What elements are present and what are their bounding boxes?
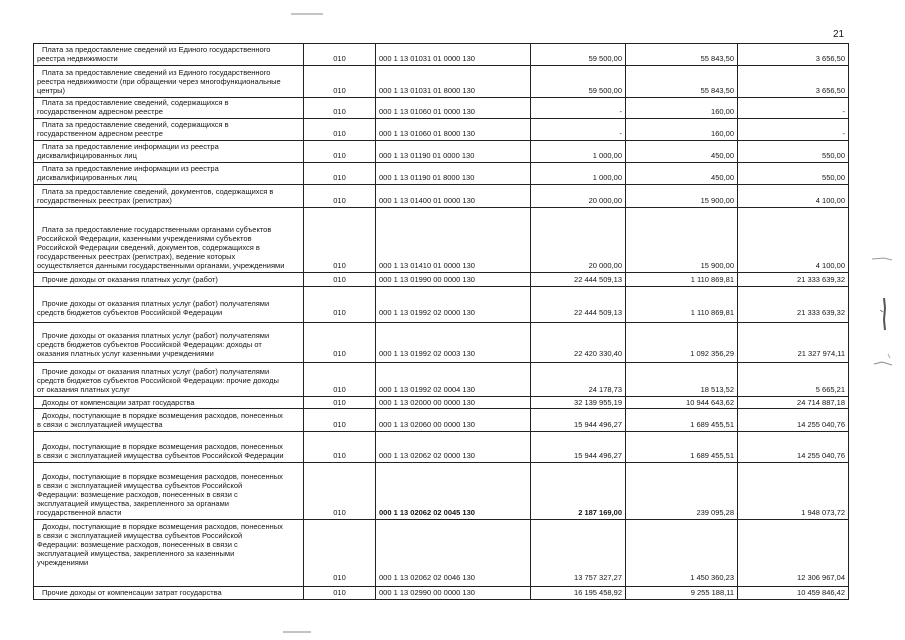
row-income-code: 000 1 13 02000 00 0000 130 — [376, 397, 531, 409]
row-executed-amount: 18 513,52 — [626, 363, 738, 397]
scan-artifact-top-line — [290, 12, 324, 16]
row-description: Прочие доходы от компенсации затрат государства — [34, 587, 304, 600]
row-unexecuted-amount: 21 333 639,32 — [738, 287, 849, 323]
row-income-code: 000 1 13 01400 01 0000 130 — [376, 185, 531, 208]
table-row — [34, 432, 849, 463]
table-row — [34, 397, 849, 409]
row-description: Плата за предоставление информации из реестра дисквалифицированных лиц — [34, 141, 304, 163]
row-line-code: 010 — [304, 409, 376, 432]
row-description: Плата за предоставление сведений, содержащихся в государственном адресном реестре — [34, 119, 304, 141]
table-row — [34, 409, 849, 432]
row-line-code: 010 — [304, 397, 376, 409]
table-row — [34, 185, 849, 208]
row-approved-amount: 20 000,00 — [531, 185, 626, 208]
table-row — [34, 520, 849, 587]
table-row — [34, 141, 849, 163]
row-executed-amount: 1 450 360,23 — [626, 520, 738, 587]
row-approved-amount: 59 500,00 — [531, 66, 626, 98]
row-description: Доходы, поступающие в порядке возмещения расходов, понесенных в связи с эксплуатацией имущества — [34, 409, 304, 432]
row-line-code: 010 — [304, 66, 376, 98]
row-description: Плата за предоставление государственными органами субъектов Российской Федерации, казенными учреждениями субъектов Российской Федерации сведений, документов, содержащихся в государственных реестрах (регистрах), ведение которых осуществляется данными государственными органами, учреждениями — [34, 208, 304, 273]
row-line-code: 010 — [304, 463, 376, 520]
row-unexecuted-amount: 14 255 040,76 — [738, 409, 849, 432]
row-line-code: 010 — [304, 520, 376, 587]
row-line-code: 010 — [304, 98, 376, 119]
row-description: Прочие доходы от оказания платных услуг (работ) получателями средств бюджетов субъектов Российской Федерации: доходы от оказания платных услуг казенными учреждениями — [34, 323, 304, 363]
row-description: Доходы, поступающие в порядке возмещения расходов, понесенных в связи с эксплуатацией имущества субъектов Российской Федерации: возмещение расходов, понесенных в связи с эксплуатацией имущества, закрепленного за органами государственной власти — [34, 463, 304, 520]
row-unexecuted-amount: 4 100,00 — [738, 208, 849, 273]
row-approved-amount: 15 944 496,27 — [531, 432, 626, 463]
row-income-code: 000 1 13 01190 01 0000 130 — [376, 141, 531, 163]
row-approved-amount: 24 178,73 — [531, 363, 626, 397]
row-unexecuted-amount: 3 656,50 — [738, 66, 849, 98]
row-income-code: 000 1 13 01190 01 8000 130 — [376, 163, 531, 185]
row-line-code: 010 — [304, 141, 376, 163]
row-income-code: 000 1 13 01992 02 0000 130 — [376, 287, 531, 323]
row-income-code: 000 1 13 02990 00 0000 130 — [376, 587, 531, 600]
row-unexecuted-amount: 4 100,00 — [738, 185, 849, 208]
row-executed-amount: 450,00 — [626, 141, 738, 163]
row-executed-amount: 239 095,28 — [626, 463, 738, 520]
row-line-code: 010 — [304, 185, 376, 208]
row-unexecuted-amount: 10 459 846,42 — [738, 587, 849, 600]
row-unexecuted-amount: 14 255 040,76 — [738, 432, 849, 463]
row-unexecuted-amount: 24 714 887,18 — [738, 397, 849, 409]
row-description: Плата за предоставление информации из реестра дисквалифицированных лиц — [34, 163, 304, 185]
row-approved-amount: 13 757 327,27 — [531, 520, 626, 587]
row-line-code: 010 — [304, 208, 376, 273]
row-line-code: 010 — [304, 273, 376, 287]
row-income-code: 000 1 13 01990 00 0000 130 — [376, 273, 531, 287]
row-income-code: 000 1 13 02062 02 0000 130 — [376, 432, 531, 463]
row-income-code: 000 1 13 01410 01 0000 130 — [376, 208, 531, 273]
page-number: 21 — [833, 29, 845, 40]
row-line-code: 010 — [304, 323, 376, 363]
row-description: Доходы от компенсации затрат государства — [34, 397, 304, 409]
row-description: Доходы, поступающие в порядке возмещения расходов, понесенных в связи с эксплуатацией имущества субъектов Российской Федерации — [34, 432, 304, 463]
row-unexecuted-amount: 21 327 974,11 — [738, 323, 849, 363]
row-income-code: 000 1 13 02062 02 0045 130 — [376, 463, 531, 520]
row-executed-amount: 55 843,50 — [626, 66, 738, 98]
row-line-code: 010 — [304, 119, 376, 141]
row-line-code: 010 — [304, 163, 376, 185]
row-unexecuted-amount: 3 656,50 — [738, 44, 849, 66]
row-description: Доходы, поступающие в порядке возмещения расходов, понесенных в связи с эксплуатацией имущества субъектов Российской Федерации: возмещение расходов, понесенных в связи с эксплуатацией имущества, закрепленного за казенными учреждениями — [34, 520, 304, 587]
row-unexecuted-amount: 550,00 — [738, 163, 849, 185]
row-executed-amount: 160,00 — [626, 119, 738, 141]
row-approved-amount: 32 139 955,19 — [531, 397, 626, 409]
table-row — [34, 208, 849, 273]
row-approved-amount: 20 000,00 — [531, 208, 626, 273]
row-income-code: 000 1 13 01060 01 0000 130 — [376, 98, 531, 119]
row-income-code: 000 1 13 01992 02 0003 130 — [376, 323, 531, 363]
row-income-code: 000 1 13 01031 01 0000 130 — [376, 44, 531, 66]
row-approved-amount: 22 444 509,13 — [531, 287, 626, 323]
row-approved-amount: - — [531, 119, 626, 141]
row-approved-amount: 15 944 496,27 — [531, 409, 626, 432]
row-description: Плата за предоставление сведений, документов, содержащихся в государственных реестрах (регистрах) — [34, 185, 304, 208]
row-line-code: 010 — [304, 287, 376, 323]
row-executed-amount: 1 110 869,81 — [626, 273, 738, 287]
row-approved-amount: 22 420 330,40 — [531, 323, 626, 363]
row-executed-amount: 15 900,00 — [626, 208, 738, 273]
row-unexecuted-amount: - — [738, 98, 849, 119]
row-description: Прочие доходы от оказания платных услуг (работ) получателями средств бюджетов субъектов Российской Федерации: прочие доходы от оказания платных услуг — [34, 363, 304, 397]
table-row — [34, 98, 849, 119]
row-executed-amount: 1 689 455,51 — [626, 432, 738, 463]
row-income-code: 000 1 13 02060 00 0000 130 — [376, 409, 531, 432]
table-row — [34, 273, 849, 287]
row-executed-amount: 1 689 455,51 — [626, 409, 738, 432]
row-executed-amount: 160,00 — [626, 98, 738, 119]
row-income-code: 000 1 13 01992 02 0004 130 — [376, 363, 531, 397]
revenue-table — [33, 43, 849, 600]
row-executed-amount: 450,00 — [626, 163, 738, 185]
row-unexecuted-amount: 550,00 — [738, 141, 849, 163]
row-executed-amount: 1 092 356,29 — [626, 323, 738, 363]
row-income-code: 000 1 13 01060 01 8000 130 — [376, 119, 531, 141]
row-line-code: 010 — [304, 432, 376, 463]
row-unexecuted-amount: 5 665,21 — [738, 363, 849, 397]
row-line-code: 010 — [304, 587, 376, 600]
row-income-code: 000 1 13 02062 02 0046 130 — [376, 520, 531, 587]
row-executed-amount: 1 110 869,81 — [626, 287, 738, 323]
row-approved-amount: 59 500,00 — [531, 44, 626, 66]
row-unexecuted-amount: 1 948 073,72 — [738, 463, 849, 520]
table-row — [34, 323, 849, 363]
scan-artifact-bottom-line — [282, 630, 312, 634]
row-approved-amount: - — [531, 98, 626, 119]
table-row — [34, 287, 849, 323]
table-row — [34, 119, 849, 141]
row-description: Плата за предоставление сведений из Единого государственного реестра недвижимости (при обращении через многофункциональные центры) — [34, 66, 304, 98]
row-description: Прочие доходы от оказания платных услуг (работ) получателями средств бюджетов субъектов Российской Федерации — [34, 287, 304, 323]
row-approved-amount: 22 444 509,13 — [531, 273, 626, 287]
row-executed-amount: 55 843,50 — [626, 44, 738, 66]
row-unexecuted-amount: 21 333 639,32 — [738, 273, 849, 287]
table-row — [34, 66, 849, 98]
row-description: Прочие доходы от оказания платных услуг (работ) — [34, 273, 304, 287]
table-row — [34, 587, 849, 600]
row-approved-amount: 1 000,00 — [531, 141, 626, 163]
row-line-code: 010 — [304, 44, 376, 66]
row-executed-amount: 15 900,00 — [626, 185, 738, 208]
table-row — [34, 363, 849, 397]
row-executed-amount: 10 944 643,62 — [626, 397, 738, 409]
row-description: Плата за предоставление сведений, содержащихся в государственном адресном реестре — [34, 98, 304, 119]
table-row — [34, 44, 849, 66]
row-approved-amount: 2 187 169,00 — [531, 463, 626, 520]
row-unexecuted-amount: 12 306 967,04 — [738, 520, 849, 587]
row-approved-amount: 16 195 458,92 — [531, 587, 626, 600]
row-description: Плата за предоставление сведений из Единого государственного реестра недвижимости — [34, 44, 304, 66]
scan-artifact-right-marks — [870, 250, 896, 375]
table-row — [34, 163, 849, 185]
row-approved-amount: 1 000,00 — [531, 163, 626, 185]
row-unexecuted-amount: - — [738, 119, 849, 141]
table-row — [34, 463, 849, 520]
row-line-code: 010 — [304, 363, 376, 397]
row-income-code: 000 1 13 01031 01 8000 130 — [376, 66, 531, 98]
row-executed-amount: 9 255 188,11 — [626, 587, 738, 600]
